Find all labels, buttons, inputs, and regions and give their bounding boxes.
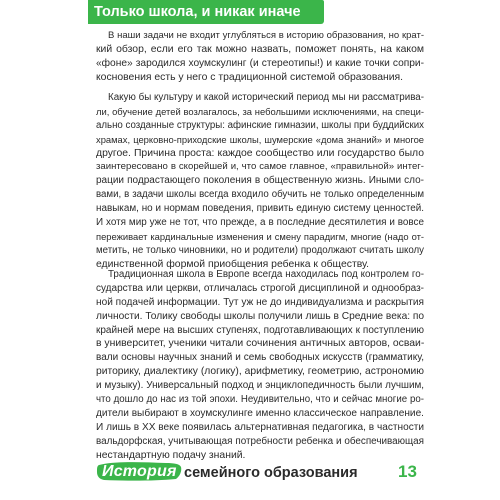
text-line: И хотя мир уже не тот, что прежде, а в последние десятилетия и вовсе bbox=[96, 217, 424, 229]
text-line: «фоне» зародился хоумскулинг (и стереотипы!) и какие точки сопри- bbox=[96, 57, 424, 69]
text-line: в университет, ученики читали сочинения античных авторов, осваи- bbox=[96, 338, 425, 350]
text-line: И лишь в XX веке появилась альтернативная педагогика, в частности bbox=[96, 421, 424, 433]
text-line: другое. Причина проста: каждое сообщество или государство было bbox=[96, 147, 424, 159]
text-line: рации подрастающего поколения в общественную жизнь. Иными сло- bbox=[96, 175, 424, 187]
text-line: кий обзор, если его так можно назвать, поможет понять, на каком bbox=[96, 43, 424, 55]
text-line: риторику, диалектику (логику), арифметику, геометрию, астрономию bbox=[96, 366, 424, 378]
text-line: что дошло до нас из той эпохи. Неудивительно, что и сейчас многие ро- bbox=[96, 394, 424, 406]
text-line: дители выбирают в хоумскулинге именно классическое направление. bbox=[96, 407, 424, 419]
paragraph-2 bbox=[96, 91, 424, 272]
text-line: вами, в задачи школы всегда входило обучить не только определенным bbox=[96, 189, 424, 201]
text-line: нестандартную подачу знаний. bbox=[96, 449, 246, 461]
text-line: Традиционная школа в Европе всегда находилась под контролем го- bbox=[108, 269, 424, 280]
footer-title: семейного образования bbox=[184, 465, 358, 481]
text-line: ально созданные структуры: афинские гимназии, школы при буддийских bbox=[96, 119, 424, 131]
text-line: метить, не только чиновники, но и родители) продолжают считать школу bbox=[96, 244, 424, 256]
text-line: ной подачей информации. Тут уж не до индивидуализма и раскрытия bbox=[96, 296, 424, 308]
text-line: единственной формой приобщения ребенка к обществу. bbox=[96, 258, 370, 270]
text-line: сударства или церкви, отличалась строгой дисциплиной и однообраз- bbox=[96, 282, 424, 294]
text-line: В наши задачи не входит углубляться в историю образования, но крат- bbox=[108, 30, 424, 41]
footer-title-highlight: История bbox=[102, 463, 177, 480]
text-line: храмах, церковно-приходские школы, шумерские «дома знаний» и многое bbox=[96, 133, 424, 145]
text-line: крайней мере на высших ступенях, подготавливающих к поступлению bbox=[96, 324, 424, 336]
text-line: навыкам, но и нормам поведения, привить единую систему ценностей. bbox=[96, 203, 424, 215]
text-line: личности. Толику свободы школы получили лишь в Средние века: по bbox=[96, 310, 425, 322]
text-line: переживает кардинальные изменения и смену парадигм, многие (надо от- bbox=[96, 230, 424, 242]
text-line: и музыку). Универсальный подход и энциклопедичность были лучшим, bbox=[96, 380, 424, 392]
section-title: Только школа, и никак иначе bbox=[94, 4, 301, 20]
text-line: вали основы научных знаний и семь свободных искусств (грамматику, bbox=[96, 352, 424, 364]
paragraph-3 bbox=[96, 268, 424, 462]
page-number: 13 bbox=[398, 462, 417, 481]
text-line: ли, обучение детей возлагалось, за небольшими исключениями, на специ- bbox=[96, 105, 424, 117]
text-line: заинтересовано в скорейшей и, что самое главное, «правильной» интег- bbox=[96, 161, 424, 173]
text-line: Какую бы культуру и какой исторический период мы ни рассматрива- bbox=[108, 92, 424, 103]
paragraph-1 bbox=[96, 29, 424, 85]
text-line: косновения есть у него с традиционной системой образования. bbox=[96, 71, 404, 83]
text-line: вальдорфская, учитывающая потребности ребенка и обеспечивающая bbox=[96, 435, 424, 447]
